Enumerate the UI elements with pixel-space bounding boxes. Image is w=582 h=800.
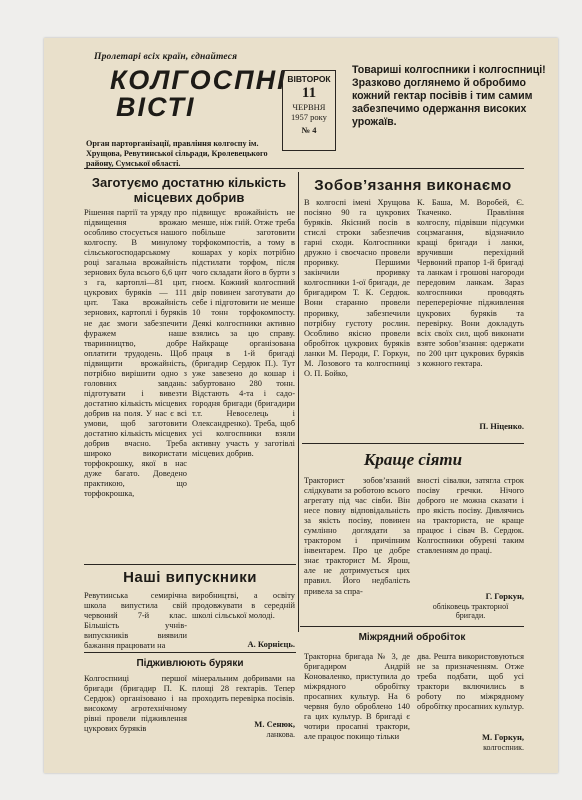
masthead-appeal: Товариші колгоспники і колгоспниці! Зразково доглянемо й обробимо кожний гектар посівів і тим самим забезпечимо одержання високих урожаїв. (352, 64, 546, 128)
sowing-text-col1: Тракторист зобов’язаний слідкувати за роботою всього агрегату під час сівби. Він несе повну відповідальність за якість посіву, повинен сумлінно доглядати за трактором і причіпним інвентарем. Про це добре знає тракторист М. Ярош, але не дотримується цих правил. Його недбалість привела за спрa- (304, 476, 410, 596)
graduates-text-col1: Ревутинська семирічна школа випустила свій червоний 7-й клас. Більшість учнів-випускників виявили бажання працювати на (84, 591, 187, 651)
obligation-text-col2: К. Баша, М. Воробей, Є. Ткаченко. Правління колгоспу, підвівши підсумки соцзмагання, відзначило кращі бригади і ланки, вручивши перехідний Червоний прапор 1-й бригаді та ланкам і грошові нагороди передовим ланкам. Зараз колгоспники проводять перепереріочне підживлення цукрових буряків та перевірку. Вони докладуть всіх своїх сил, щоб виконати взяте зобов’язання: одержати по 200 цнт цукрових буряків з кожного гектара. (417, 198, 524, 368)
masthead-rule (84, 168, 524, 169)
graduates-author: А. Корнієць. (247, 639, 295, 649)
masthead-slogan: Пролетарі всіх країн, єднайтеся (94, 52, 238, 62)
issue-weekday: ВІВТОРОК (287, 74, 331, 84)
newspaper-page (44, 38, 558, 773)
headline-graduates: Наші випускники (123, 569, 257, 586)
headline-sowing: Краще сіяти (363, 450, 463, 469)
title-line-1: КОЛГОСПНІ (110, 65, 287, 95)
issue-day: 11 (301, 85, 317, 101)
beets-author: М. Сенюк, (254, 719, 295, 729)
issue-year: 1957 року (291, 112, 327, 122)
fertilizer-text-col1: Рішення партії та уряду про підвищення врожаю особливо стосується нашого колгоспу. В минулому сільськогосподарському році загальна врожайність зернових була всього 6,6 цнт з га, картоплі—81 цнт, цукрових буряків — 111 цнт. Така врожайність зернових, картоплі і буряків не дає змоги забезпечити фуражем наше тваринництво, добре оплатити трудодень. Щоб підвищити врожайність, потрібно вирішити одно з головних завдань: підготувати і вивезти достатню кількість місцевих добрив на поля. У нас є всі умови, щоб заготовити достатню кількість місцевих добрив вчасно. Треба широко використати торфокрошку, якої в нас дуже багато. Доведено практикою, що торфокрошка, (84, 208, 187, 499)
beets-text-col1: Колгоспниці першої бригади (бригадир П. К. Сердюк) організовано і на високому агротехнічному рівні провели підживлення цукрових буряків (84, 674, 187, 734)
interrow-author: М. Горкун, (482, 732, 524, 742)
rule-beets (84, 652, 296, 653)
interrow-author-title: колгоспник. (483, 743, 524, 752)
issue-number: № 4 (301, 125, 317, 135)
fertilizer-text-col2: підвищує врожайність не менше, ніж гній. Отже треба побільше заготовити торфокомпостів, а тому в кошарах у коріх потрібно підстилати торфом, після чого складати його в бурти з гноєм. Кожний колгоспний двір повинен заготувати до себе і підготовити не менше 10 тонн торфокомпосту. Деякі колгоспники активно взялись за цю справу. Найкраще організована праця в 1-й бригаді (бригадир Сердюк П.). Тут уже завезено до кошар і забуртовано 280 тонн. Відстають 4-та і садо-городня бригади (бригадири т.т. Невоселець і Олександренко). Треба, щоб усі колгоспники взяли активну участь у заготівлі місцевих добрив. (192, 208, 295, 459)
headline-beets: Підживлюють буряки (136, 658, 244, 669)
rule-interrow (300, 626, 524, 627)
sowing-author-title: обліковець тракторної бригади. (432, 602, 509, 620)
rule-sowing (302, 443, 524, 444)
obligation-author: П. Ніценко. (479, 421, 524, 431)
obligation-text-col1: В колгоспі імені Хрущова посіяно 90 га цукрових буряків. Якісний посів в стислі строки забезпечив гарні сходи. Колгоспники дружно і своєчасно провели проривку. Першими закінчили проривку колгоспники 1-ої бригади, де бригадиром Т. К. Сердюк. Вони старанно провели проривку, забезпечили потрібну густоту рослин. Особливо якісно провели обробіток цукрових буряків ланки М. Пероди, Г. Горкун, М. Лозового та колгоспниці О. П. Бойко, (304, 198, 410, 378)
headline-obligation: Зобов’язання виконаємо (314, 177, 512, 194)
beets-text-col2: мінеральним добривами на площі 28 гектарів. Тепер проходить перевірка посівів. (192, 674, 295, 704)
sowing-text-col2: вності сівалки, затягла строк посіву гречки. Нічого доброго не можна сказати і про якість посіву. Дивлячись на тракториста, не краще працює і сівач В. Сердюк. Колгоспники обурені таким ставленням до праці. (417, 476, 524, 556)
interrow-text-col1: Тракторна бригада № 3, де бригадиром Андрій Коноваленко, приступила до міжрядного обробітку просапних культур. На 6 червня було оброблено 140 га цих культур. В бригаді є чотири просапні трактори, але працює покищо тільки (304, 652, 410, 742)
title-line-2: ВІСТІ (116, 92, 196, 122)
headline-fertilizer: Заготуємо достатню кількість місцевих добрив (91, 175, 287, 205)
issue-month: ЧЕРВНЯ (292, 102, 326, 112)
interrow-text-col2: два. Решта використовуються не за призначенням. Отже треба подбати, щоб усі трактори включились в роботу по міжрядному обробітку просапних культур. (417, 652, 524, 712)
newspaper-title (110, 67, 287, 121)
rule-graduates (84, 564, 296, 565)
sowing-author: Г. Горкун, (485, 591, 524, 601)
issue-date-box (282, 70, 336, 151)
headline-interrow: Міжрядний обробіток (358, 632, 466, 643)
organ-description: Орган парторганізації, правління колгоспу ім. Хрущова, Ревутинської сільради, Кролевецького району, Сумської області. (86, 139, 268, 168)
column-divider (298, 172, 299, 632)
beets-author-title: ланкова. (266, 730, 295, 739)
graduates-text-col2: виробництві, а освіту продовжувати в середній школі сільської молоді. (192, 591, 295, 621)
